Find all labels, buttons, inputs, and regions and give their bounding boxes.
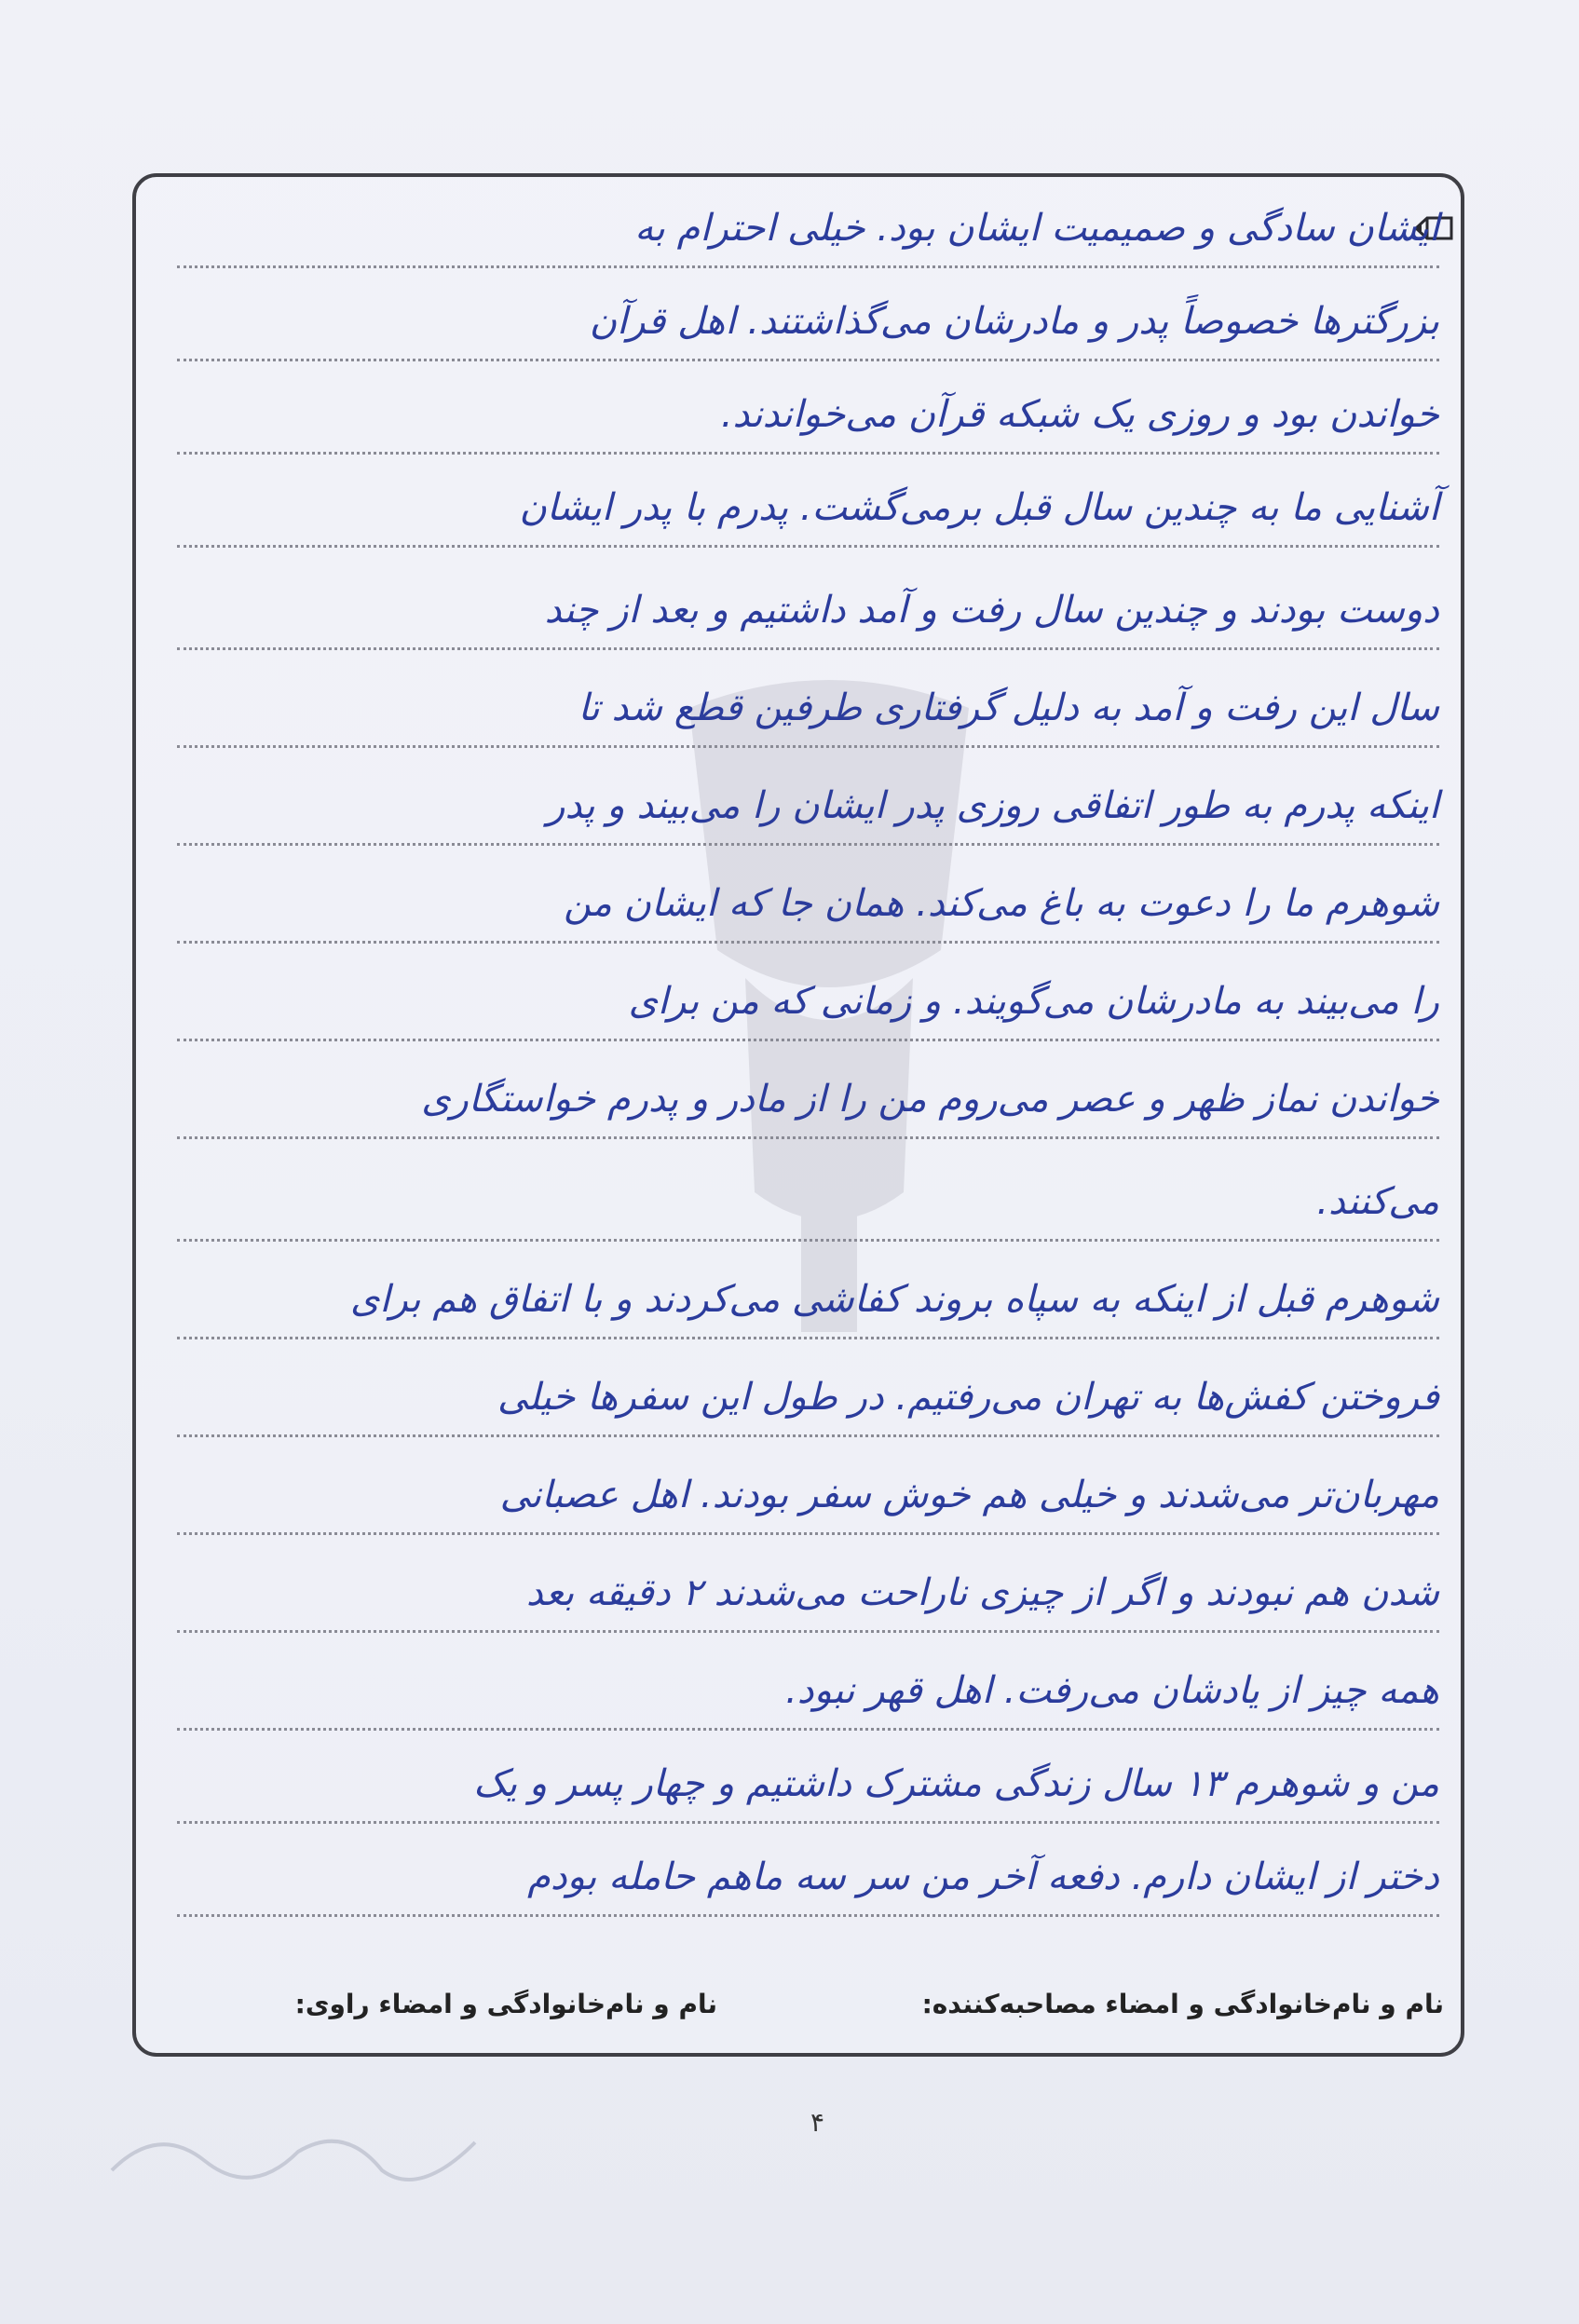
text-line (177, 1351, 1439, 1437)
text-line (177, 368, 1439, 455)
interviewer-signature-label: نام و نام‌خانوادگی و امضاء مصاحبه‌کننده: (921, 1989, 1444, 2019)
line-text: همه چیز از یادشان می‌رفت. اهل قهر نبود. (785, 1669, 1439, 1712)
text-line (177, 1253, 1439, 1339)
line-text: اینکه پدرم به طور اتفاقی روزی پدر ایشان را می‌بیند و پدر (547, 784, 1439, 827)
line-text: سال این رفت و آمد به دلیل گرفتاری طرفین قطع شد تا (578, 686, 1439, 729)
line-text: ایشان سادگی و صمیمیت ایشان بود. خیلی احترام به (634, 207, 1439, 250)
line-text: را می‌بیند به مادرشان می‌گویند. و زمانی که من برای (628, 980, 1439, 1023)
narrator-signature-label: نام و نام‌خانوادگی و امضاء راوی: (294, 1989, 717, 2019)
line-text: شدن هم نبودند و اگر از چیزی ناراحت می‌شدند ۲ دقیقه بعد (525, 1571, 1439, 1614)
line-text: شوهرم ما را دعوت به باغ می‌کند. همان جا که ایشان من (564, 882, 1439, 925)
text-line (177, 661, 1439, 748)
line-text: مهربان‌تر می‌شدند و خیلی هم خوش سفر بودند. اهل عصبانی (499, 1474, 1439, 1516)
text-line (177, 275, 1439, 361)
line-text: می‌کنند. (1316, 1180, 1439, 1223)
text-line (177, 564, 1439, 650)
text-line (177, 1155, 1439, 1242)
line-text: بزرگترها خصوصاً پدر و مادرشان می‌گذاشتند. اهل قرآن (589, 300, 1439, 343)
text-line (177, 857, 1439, 944)
text-line (177, 461, 1439, 548)
line-text: خواندن نماز ظهر و عصر می‌روم من را از مادر و پدرم خواستگاری (421, 1078, 1439, 1121)
line-text: من و شوهرم ۱۳ سال زندگی مشترک داشتیم و چهار پسر و یک (473, 1762, 1439, 1805)
text-line (177, 1546, 1439, 1633)
line-text: خواندن بود و روزی یک شبکه قرآن می‌خواندند. (720, 393, 1439, 436)
faded-signature (102, 2086, 494, 2217)
text-line (177, 182, 1439, 268)
signature-footer (177, 1989, 1444, 2035)
line-text: دوست بودند و چندین سال رفت و آمد داشتیم و بعد از چند (544, 589, 1439, 632)
text-line (177, 1830, 1439, 1917)
line-text: آشنایی ما به چندین سال قبل برمی‌گشت. پدرم با پدر ایشان (519, 486, 1439, 529)
line-text: دختر از ایشان دارم. دفعه آخر من سر سه ماهم حامله بودم (527, 1855, 1439, 1898)
page-number: ۴ (810, 2107, 825, 2138)
text-line (177, 1737, 1439, 1824)
text-line (177, 1448, 1439, 1535)
handwritten-text-area (177, 0, 1439, 2324)
text-line (177, 1644, 1439, 1731)
line-text: شوهرم قبل از اینکه به سپاه بروند کفاشی می‌کردند و با اتفاق هم برای (350, 1278, 1439, 1321)
text-line (177, 759, 1439, 846)
line-text: فروختن کفش‌ها به تهران می‌رفتیم. در طول این سفرها خیلی (497, 1376, 1439, 1419)
text-line (177, 1053, 1439, 1139)
text-line (177, 955, 1439, 1041)
